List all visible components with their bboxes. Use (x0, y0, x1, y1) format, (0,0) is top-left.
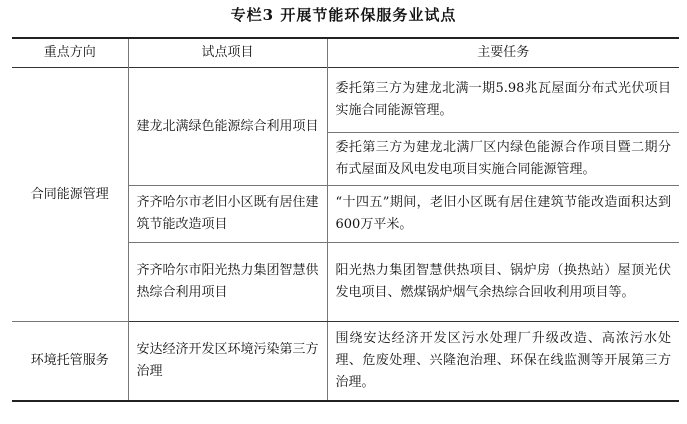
table-row (12, 322, 679, 402)
task-cell: “十四五”期间，老旧小区既有居住建筑节能改造面积达到600万平米。 (327, 186, 679, 243)
project-cell: 安达经济开发区环境污染第三方治理 (128, 322, 327, 402)
pilot-projects-table (12, 37, 679, 402)
header-project: 试点项目 (128, 38, 327, 68)
task-cell: 围绕安达经济开发区污水处理厂升级改造、高浓污水处理、危废处理、兴隆泡治理、环保在线监测等开展第三方治理。 (327, 322, 679, 402)
header-task: 主要任务 (477, 45, 530, 60)
project-cell: 建龙北满绿色能源综合利用项目 (128, 68, 327, 186)
direction-cell: 环境托管服务 (12, 322, 128, 402)
direction-cell: 合同能源管理 (12, 68, 128, 322)
task-cell: 委托第三方为建龙北满一期5.98兆瓦屋面分布式光伏项目实施合同能源管理。 (327, 68, 679, 133)
task-cell: 阳光热力集团智慧供热项目、锅炉房（换热站）屋顶光伏发电项目、燃煤锅炉烟气余热综合回收利用项目等。 (327, 243, 679, 322)
project-cell: 齐齐哈尔市阳光热力集团智慧供热综合利用项目 (128, 243, 327, 322)
task-cell: 委托第三方为建龙北满厂区内绿色能源合作项目暨二期分布式屋面及风电发电项目实施合同能源管理。 (327, 133, 679, 186)
project-cell: 齐齐哈尔市老旧小区既有居住建筑节能改造项目 (128, 186, 327, 243)
table-title: 专栏3 开展节能环保服务业试点 (230, 6, 457, 24)
header-direction: 重点方向 (12, 38, 128, 68)
header-row (12, 38, 679, 68)
table-row (12, 68, 679, 133)
